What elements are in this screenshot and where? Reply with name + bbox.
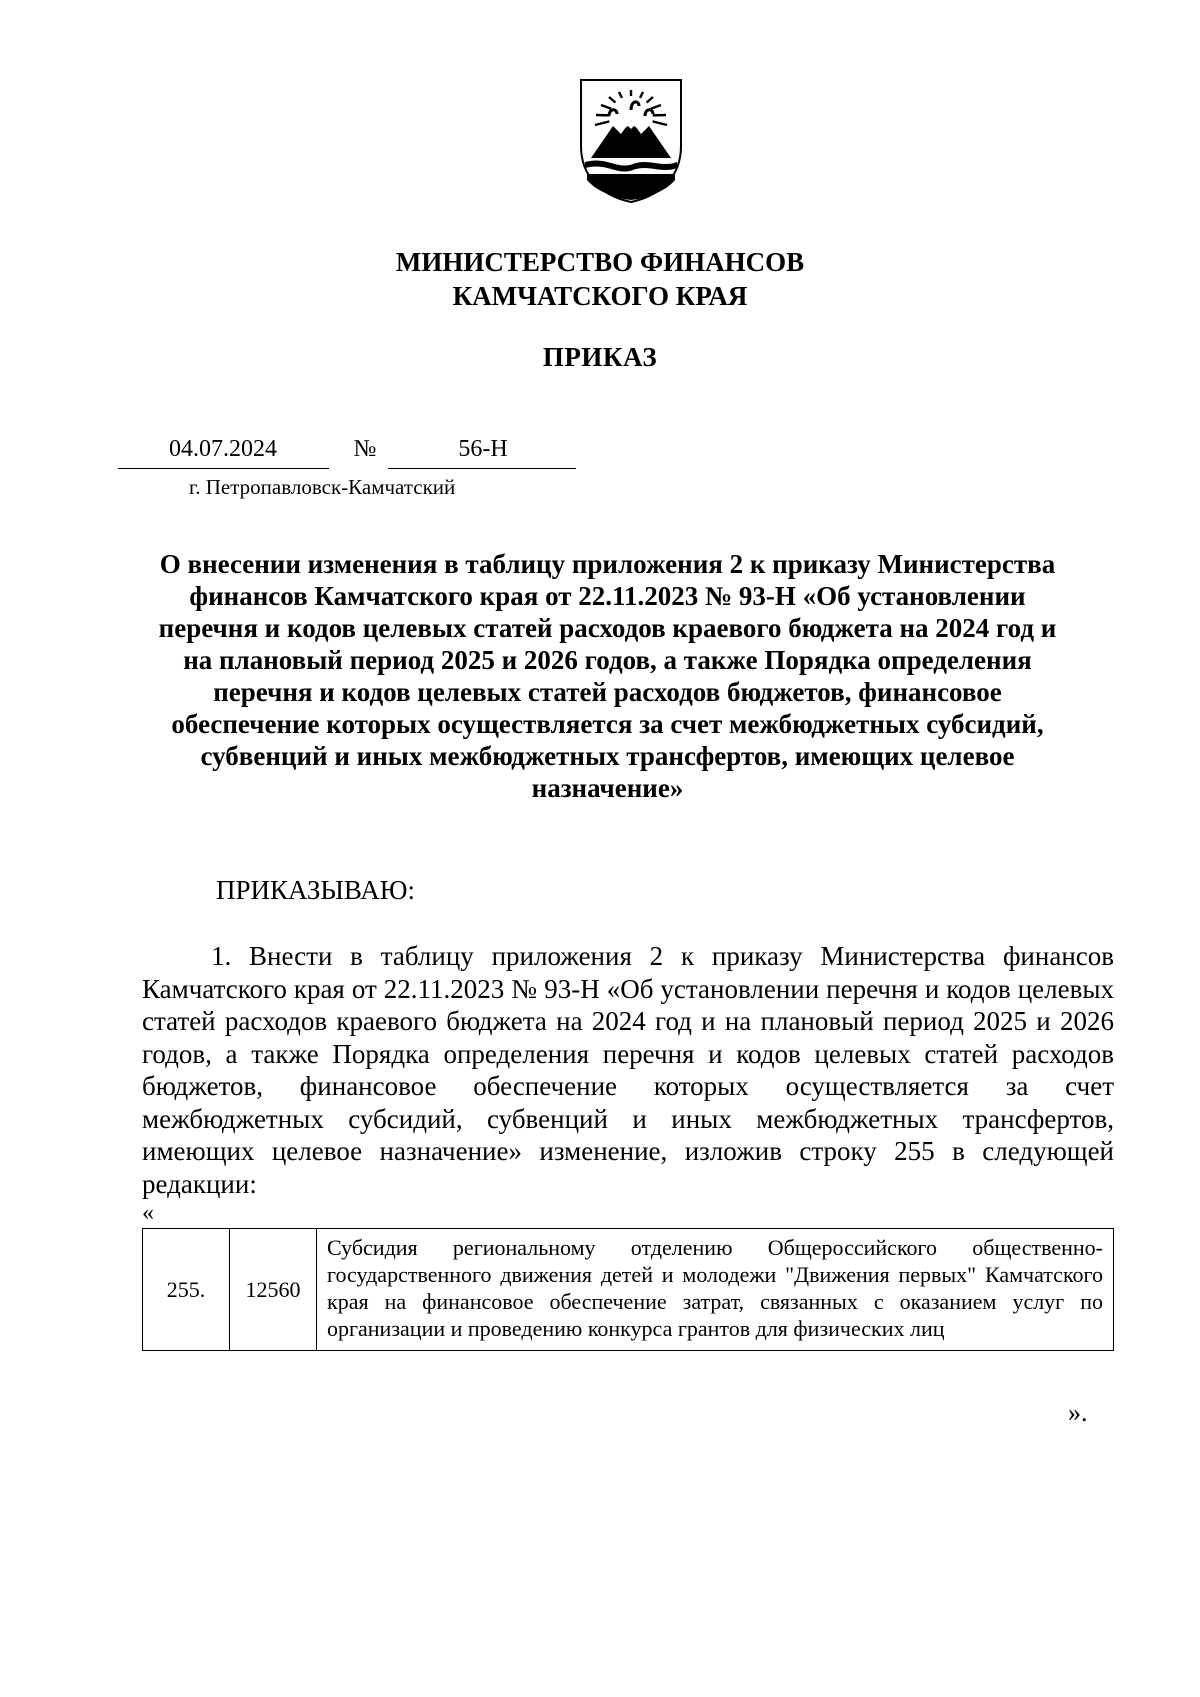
kamchatka-coat-of-arms-icon xyxy=(577,76,685,204)
order-number: 56-Н xyxy=(458,436,508,462)
city: г. Петропавловск-Камчатский xyxy=(189,475,456,499)
row-number: 255. xyxy=(143,1229,230,1351)
document-type: ПРИКАЗ xyxy=(542,342,658,372)
order-date: 04.07.2024 xyxy=(169,436,277,462)
ministry-name-line1: МИНИСТЕРСТВО ФИНАНСОВ xyxy=(395,247,805,277)
amendment-table xyxy=(142,1228,1114,1351)
date-underline xyxy=(118,468,329,469)
ministry-name-line2: КАМЧАТСКОГО КРАЯ xyxy=(452,281,748,311)
document-title: О внесении изменения в таблицу приложения 2 к приказу Министерства финансов Камчатского края от 22.11.2023 № 93-Н «Об установлении перечня и кодов целевых статей расходов краевого бюджета на 2024 год и на плановый период 2025 и 2026 годов, а также Порядка определения перечня и кодов целевых статей расходов бюджетов, финансовое обеспечение которых осуществляется за счет межбюджетных субсидий, субвенций и иных межбюджетных трансфертов, имеющих целевое назначение» xyxy=(158,549,1057,803)
number-underline xyxy=(388,468,576,469)
order-word: ПРИКАЗЫВАЮ: xyxy=(216,875,415,905)
row-description: Субсидия региональному отделению Общероссийского общественно-государственного движения детей и молодежи "Движения первых" Камчатского края на финансовое обеспечение затрат, связанных с оказанием услуг по организации и проведению конкурса грантов для физических лиц xyxy=(317,1229,1114,1351)
number-sign: № xyxy=(353,436,377,462)
table-row xyxy=(143,1229,1114,1351)
row-code: 12560 xyxy=(230,1229,317,1351)
quote-open: « xyxy=(142,1200,154,1226)
quote-close: ». xyxy=(1068,1398,1088,1427)
paragraph-1: 1. Внести в таблицу приложения 2 к приказу Министерства финансов Камчатского края от 22.11.2023 № 93-Н «Об установлении перечня и кодов целевых статей расходов краевого бюджета на 2024 год и на плановый период 2025 и 2026 годов, а также Порядка определения перечня и кодов целевых статей расходов бюджетов, финансовое обеспечение которых осуществляется за счет межбюджетных субсидий, субвенций и иных межбюджетных трансфертов, имеющих целевое назначение» изменение, изложив строку 255 в следующей редакции: xyxy=(142,941,1114,1199)
